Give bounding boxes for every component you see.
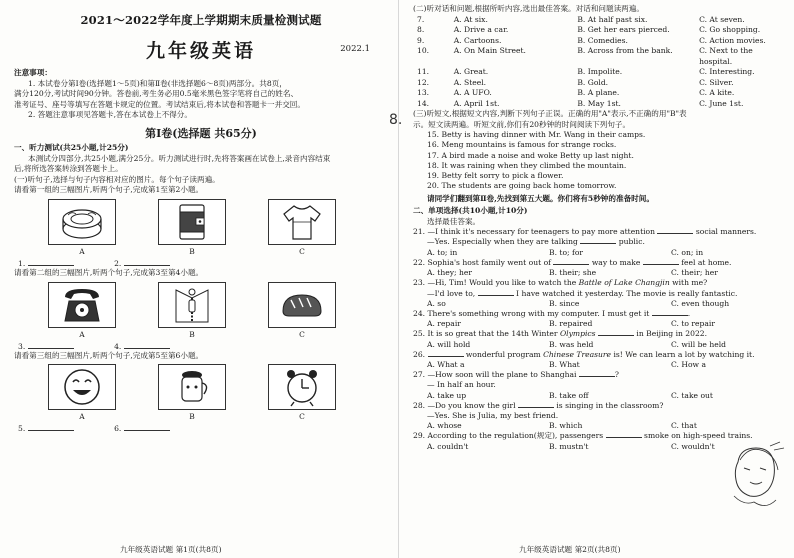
option-23b[interactable]: B. since xyxy=(549,298,580,308)
option-c[interactable]: C. Next to the hospital. xyxy=(699,46,753,66)
option-24c[interactable]: C. to repair xyxy=(671,319,715,329)
answer-line-g3: 5. 6. xyxy=(14,424,388,433)
true-false-item: 18. It was raining when they climbed the mountain. xyxy=(427,160,627,170)
options-25 xyxy=(413,340,786,350)
notice-heading: 注意事项： xyxy=(14,68,52,77)
option-b[interactable]: B. A plane. xyxy=(577,88,620,98)
option-25a[interactable]: A. will hold xyxy=(427,339,471,349)
transition-note: 请同学们翻到第Ⅱ卷,先找到第五大题。你们将有5秒钟的准备时间。 xyxy=(427,193,654,203)
question-24: 24. There's something wrong with my computer. I must get it . xyxy=(413,308,691,318)
option-21a[interactable]: A. to; in xyxy=(427,247,458,257)
option-21b[interactable]: B. to; for xyxy=(549,247,584,257)
question-23b: —I'd love to, I have watched it yesterday. The movie is really fantastic. xyxy=(427,288,738,298)
true-false-item: 17. A bird made a noise and woke Betty up last night. xyxy=(427,150,634,160)
option-a: A xyxy=(48,199,116,256)
question-number: 9. xyxy=(417,35,425,45)
answer-blank-3[interactable] xyxy=(28,348,74,349)
question-26: 26. wonderful program Chinese Treasure is! We can learn a lot by watching it. xyxy=(413,349,755,359)
sub2-title: (二)听对话和问题,根据所听内容,选出最佳答案。对话和问题读两遍。 xyxy=(413,4,644,13)
options-26 xyxy=(413,360,786,370)
answer-blank-4[interactable] xyxy=(124,348,170,349)
question-28b: —Yes. She is Julia, my best friend. xyxy=(427,410,559,420)
blank-25[interactable] xyxy=(598,335,634,336)
image-group-1 xyxy=(14,199,388,256)
notice-1c: 准考证号、座号等填写在答题卡规定的位置。考试结束后,将本试卷和答题卡一并交回。 xyxy=(14,99,305,109)
mooncake-icon xyxy=(48,199,116,245)
question-number: 12. xyxy=(417,77,430,87)
option-a[interactable]: A. A UFO. xyxy=(453,88,492,98)
sec2-title: 二、单项选择(共10小题,计10分) xyxy=(413,206,528,216)
sub1-title: (一)听句子,选择与句子内容相对应的图片。每个句子读两遍。 xyxy=(14,174,220,184)
options-27 xyxy=(413,391,786,401)
option-b[interactable]: B. At half past six. xyxy=(577,14,648,24)
option-c[interactable]: C. A kite. xyxy=(699,88,735,98)
telephone-icon xyxy=(48,282,116,328)
true-false-item: 19. Betty felt sorry to pick a flower. xyxy=(427,171,564,181)
dialog-question-row xyxy=(413,15,786,26)
option-b[interactable]: B. Gold. xyxy=(577,77,609,87)
answer-blank-5[interactable] xyxy=(28,430,74,431)
true-false-item: 15. Betty is having dinner with Mr. Wang in their camps. xyxy=(427,130,646,140)
option-b: B xyxy=(158,199,226,256)
option-a[interactable]: A. Steel. xyxy=(453,77,487,87)
subject-row xyxy=(14,36,388,64)
true-false-list xyxy=(413,130,786,191)
answer-blank-2[interactable] xyxy=(124,265,170,266)
option-a[interactable]: A. Drive a car. xyxy=(453,25,509,35)
option-25c[interactable]: C. will be held xyxy=(671,339,727,349)
option-22a[interactable]: A. they; her xyxy=(427,268,473,278)
question-number: 7. xyxy=(417,14,425,24)
option-c[interactable]: C. Interesting. xyxy=(699,67,755,77)
option-a[interactable]: A. Great. xyxy=(453,67,489,77)
sub3-title-2: 示。短文读两遍。听短文前,你们有20秒钟的时间阅读下列句子。 xyxy=(413,119,631,129)
option-b[interactable]: B. Comedies. xyxy=(577,35,628,45)
zipper-icon xyxy=(158,282,226,328)
smiley-face-icon xyxy=(48,364,116,410)
option-28a[interactable]: A. whose xyxy=(427,421,462,431)
part1-title: 第Ⅰ卷(选择题 共65分) xyxy=(145,126,257,140)
option-c[interactable]: C. Silver. xyxy=(699,77,734,87)
option-26c[interactable]: C. How a xyxy=(671,359,707,369)
option-a[interactable]: A. At six. xyxy=(453,14,488,24)
option-b[interactable]: B. Impolite. xyxy=(577,67,623,77)
option-c[interactable]: C. Go shopping. xyxy=(699,25,761,35)
option-b: B xyxy=(158,364,226,421)
option-27b[interactable]: B. take off xyxy=(549,390,589,400)
option-21c[interactable]: C. on; in xyxy=(671,247,704,257)
question-29: 29. According to the regulation(规定), passengers smoke on high-speed trains. xyxy=(413,431,753,441)
page-footer: 九年级英语试题 第2页(共8页) xyxy=(519,545,621,554)
dialog-question-row xyxy=(413,99,786,110)
handwritten-mark: 8. xyxy=(389,112,403,128)
answer-line-g1: 1. 2. xyxy=(14,259,388,268)
answer-line-g2: 3. 4. xyxy=(14,342,388,351)
question-number: 13. xyxy=(417,88,430,98)
blank-23[interactable] xyxy=(478,295,514,296)
blank-27[interactable] xyxy=(579,376,615,377)
answer-blank-6[interactable] xyxy=(124,430,170,431)
dialog-question-list xyxy=(413,15,786,110)
exam-title: 2021～2022学年度上学期期末质量检测试题 xyxy=(80,13,322,27)
option-a: A xyxy=(48,282,116,339)
question-number: 11. xyxy=(417,67,430,77)
answer-blank-1[interactable] xyxy=(28,265,74,266)
dialog-question-row xyxy=(413,88,786,99)
option-b[interactable]: B. Get her ears pierced. xyxy=(577,25,670,35)
option-a: A xyxy=(48,364,116,421)
doodle-sketch-icon xyxy=(720,440,790,518)
question-number: 14. xyxy=(417,98,430,108)
option-29c[interactable]: C. wouldn't xyxy=(671,441,715,451)
question-21: 21. —I think it's necessary for teenagers to pay more attention social manners. xyxy=(413,227,757,237)
bread-icon xyxy=(268,282,336,328)
teapot-icon xyxy=(158,364,226,410)
option-24b[interactable]: B. repaired xyxy=(549,319,593,329)
question-number: 10. xyxy=(417,46,430,56)
options-21 xyxy=(413,248,786,258)
question-25: 25. It is so great that the 14th Winter Olympics in Beijing in 2022. xyxy=(413,329,708,339)
blank-21a[interactable] xyxy=(657,233,693,234)
option-29b[interactable]: B. mustn't xyxy=(549,441,589,451)
wallet-icon xyxy=(158,199,226,245)
option-22c[interactable]: C. their; her xyxy=(671,268,718,278)
alarm-clock-icon xyxy=(268,364,336,410)
option-24a[interactable]: A. repair xyxy=(427,319,461,329)
notice-1: 1. 本试卷分第Ⅰ卷(选择题1～5页)和第Ⅱ卷(非选择题6～8页)两部分。共8页， xyxy=(28,78,287,88)
question-number: 8. xyxy=(417,25,425,35)
question-21b: —Yes. Especially when they are talking public. xyxy=(427,237,645,247)
listening-title: 一、听力测试(共25小题,计25分) xyxy=(14,142,129,152)
option-29a[interactable]: A. couldn't xyxy=(427,441,469,451)
option-28c[interactable]: C. that xyxy=(671,421,697,431)
listening-desc-2: 后,将所选答案转涂到答题卡上。 xyxy=(14,164,123,174)
option-b: B xyxy=(158,282,226,339)
options-28 xyxy=(413,421,786,431)
dialog-question-row xyxy=(413,25,786,36)
question-27b: — In half an hour. xyxy=(427,380,496,390)
options-22 xyxy=(413,268,786,278)
group1-instruction: 请看第一组的三幅图片,听两个句子,完成第1至第2小题。 xyxy=(14,185,204,195)
option-22b[interactable]: B. their; she xyxy=(549,268,597,278)
option-26b[interactable]: B. What xyxy=(549,359,580,369)
exam-date: 2022.1 xyxy=(340,44,370,54)
option-c[interactable]: C. June 1st. xyxy=(699,98,744,108)
options-23 xyxy=(413,299,786,309)
sec2-desc: 选择最佳答案。 xyxy=(427,216,481,226)
option-28b[interactable]: B. which xyxy=(549,421,583,431)
blank-24[interactable] xyxy=(652,315,688,316)
question-27: 27. —How soon will the plane to Shanghai ? xyxy=(413,370,619,380)
option-b[interactable]: B. May 1st. xyxy=(577,98,621,108)
true-false-item: 16. Meng mountains is famous for strange rocks. xyxy=(427,140,617,150)
dialog-question-row xyxy=(413,46,786,67)
true-false-item: 20. The students are going back home tomorrow. xyxy=(427,181,617,191)
image-group-3 xyxy=(14,364,388,421)
question-28: 28. —Do you know the girl is singing in the classroom? xyxy=(413,400,664,410)
option-27a[interactable]: A. take up xyxy=(427,390,467,400)
subject-title: 九年级英语 xyxy=(145,40,256,62)
question-22: 22. Sophia's host family went out of way to make feel at home. xyxy=(413,257,732,267)
group3-instruction: 请看第三组的三幅图片,听两个句子,完成第5至第6小题。 xyxy=(14,350,204,360)
option-27c[interactable]: C. take out xyxy=(671,390,713,400)
option-c[interactable]: C. At seven. xyxy=(699,14,745,24)
option-c: C xyxy=(268,199,336,256)
notice-2: 2. 答题注意事项见答题卡,答在本试卷上不得分。 xyxy=(28,110,192,120)
dialog-question-row xyxy=(413,67,786,78)
option-23c[interactable]: C. even though xyxy=(671,298,730,308)
option-26a[interactable]: A. What a xyxy=(427,359,465,369)
option-c: C xyxy=(268,282,336,339)
dialog-question-row xyxy=(413,36,786,47)
option-23a[interactable]: A. so xyxy=(427,298,446,308)
group2-instruction: 请看第二组的三幅图片,听两个句子,完成第3至第4小题。 xyxy=(14,267,204,277)
option-a[interactable]: A. On Main Street. xyxy=(453,46,526,56)
page-footer: 九年级英语试题 第1页(共8页) xyxy=(120,545,222,554)
option-a[interactable]: A. Cartoons. xyxy=(453,35,502,45)
listening-desc-1: 本测试分四部分,共25小题,满分25分。听力测试进行时,先将答案画在试卷上,录音内容结束 xyxy=(28,153,331,163)
blank-29[interactable] xyxy=(606,437,642,438)
option-c: C xyxy=(268,364,336,421)
question-23: 23. —Hi, Tim! Would you like to watch the Battle of Lake Changjin with me? xyxy=(413,278,708,288)
option-b[interactable]: B. Across from the bank. xyxy=(577,46,673,56)
dialog-question-row xyxy=(413,78,786,89)
option-25b[interactable]: B. was held xyxy=(549,339,594,349)
tshirt-icon xyxy=(268,199,336,245)
blank-22b[interactable] xyxy=(643,264,679,265)
blank-21b[interactable] xyxy=(580,243,616,244)
notice-1b: 满分120分,考试时间90分钟。答卷前,考生务必用0.5毫米黑色签字笔将自己的姓名、 xyxy=(14,89,299,99)
image-group-2 xyxy=(14,282,388,339)
blank-26[interactable] xyxy=(428,356,464,357)
blank-22a[interactable] xyxy=(553,264,589,265)
sub3-title-1: (三)听短文,根据短文内容,判断下列句子正误。正确的用"A"表示,不正确的用"B"表 xyxy=(413,109,687,119)
option-a[interactable]: A. April 1st. xyxy=(453,98,500,108)
options-24 xyxy=(413,319,786,329)
option-c[interactable]: C. Action movies. xyxy=(699,35,766,45)
exam-page-2 xyxy=(389,0,794,558)
blank-28[interactable] xyxy=(518,407,554,408)
